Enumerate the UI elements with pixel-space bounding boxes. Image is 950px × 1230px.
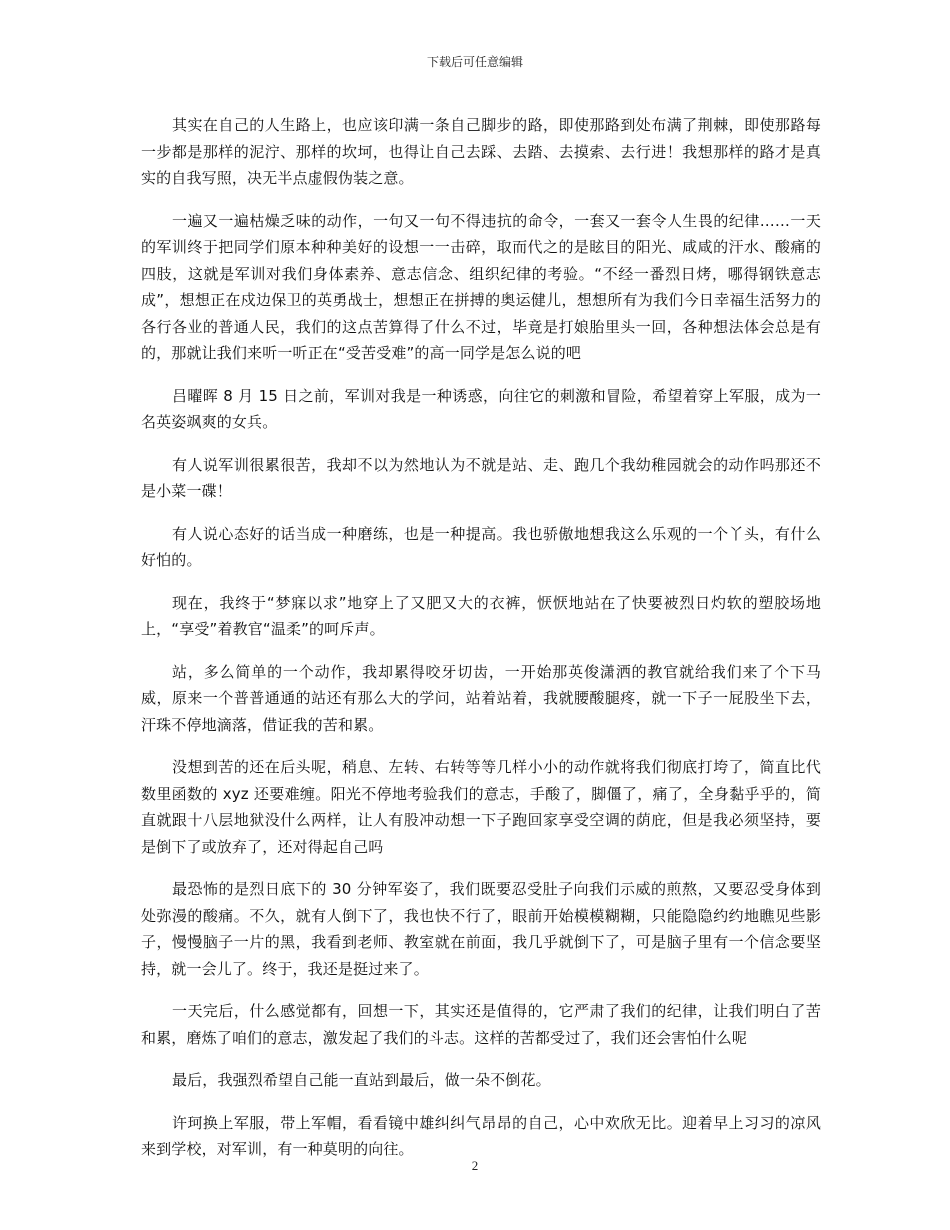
paragraph-12: 许珂换上军服，带上军帽，看看镜中雄纠纠气昂昂的自己，心中欢欣无比。迎着早上习习的凉风来到学校，对军训，有一种莫明的向往。 bbox=[141, 1113, 821, 1158]
page-header: 下载后可任意编辑 bbox=[426, 55, 523, 69]
paragraph-9: 最恐怖的是烈日底下的 30 分钟军姿了，我们既要忍受肚子向我们示威的煎熬，又要忍受身体到处弥漫的酸痛。不久，就有人倒下了，我也快不行了，眼前开始模模糊糊，只能隐隐约约地瞧见些影子，慢慢脑子一片的黑，我看到老师、教室就在前面，我几乎就倒下了，可是脑子里有一个信念要坚持，就一会儿了。终于，我还是挺过来了。 bbox=[141, 880, 821, 978]
paragraph-7: 站，多么简单的一个动作，我却累得咬牙切齿，一开始那英俊潇洒的教官就给我们来了个下马威，原来一个普普通通的站还有那么大的学问，站着站着，我就腰酸腿疼，就一下子一屁股坐下去，汗珠不停地滴落，借证我的苦和累。 bbox=[141, 662, 821, 734]
paragraph-1: 其实在自己的人生路上，也应该印满一条自己脚步的路，即使那路到处布满了荆棘，即使那路每一步都是那样的泥泞、那样的坎坷，也得让自己去踩、去踏、去摸索、去行进！我想那样的路才是真实的自我写照，决无半点虚假伪装之意。 bbox=[141, 116, 821, 187]
document-body bbox=[141, 112, 821, 1179]
paragraph-2: 一遍又一遍枯燥乏味的动作，一句又一句不得违抗的命令，一套又一套令人生畏的纪律……一天的军训终于把同学们原本种种美好的设想一一击碎，取而代之的是眩目的阳光、咸咸的汗水、酸痛的四肢，这就是军训对我们身体素养、意志信念、组织纪律的考验。“不经一番烈日烤，哪得钢铁意志成”，想想正在戍边保卫的英勇战士，想想正在拼搏的奥运健儿，想想所有为我们今日幸福生活努力的各行各业的普通人民，我们的这点苦算得了什么不过，毕竟是打娘胎里头一回，各种想法体会总是有的，那就让我们来听一听正在“受苦受难”的高一同学是怎么说的吧 bbox=[141, 211, 821, 362]
paragraph-8: 没想到苦的还在后头呢，稍息、左转、右转等等几样小小的动作就将我们彻底打垮了，简直比代数里函数的 xyz 还要难缠。阳光不停地考验我们的意志，手酸了，脚僵了，痛了，全身黏乎乎的，简直就跟十八层地狱没什么两样，让人有股冲动想一下子跑回家享受空调的荫庇，但是我必须坚持，要是倒下了或放弃了，还对得起自己吗 bbox=[141, 758, 821, 856]
paragraph-10: 一天完后，什么感觉都有，回想一下，其实还是值得的，它严肃了我们的纪律，让我们明白了苦和累，磨炼了咱们的意志，激发起了我们的斗志。这样的苦都受过了，我们还会害怕什么呢 bbox=[141, 1002, 821, 1047]
page-number: 2 bbox=[471, 1158, 479, 1173]
paragraph-4: 有人说军训很累很苦，我却不以为然地认为不就是站、走、跑几个我幼稚园就会的动作吗那还不是小菜一碟！ bbox=[141, 455, 821, 500]
paragraph-3: 吕曜晖 8 月 15 日之前，军训对我是一种诱惑，向往它的刺激和冒险，希望着穿上军服，成为一名英姿飒爽的女兵。 bbox=[141, 386, 821, 431]
paragraph-6: 现在，我终于“梦寐以求”地穿上了又肥又大的衣裤，恹恹地站在了快要被烈日灼软的塑胶场地上，“享受”着教官“温柔”的呵斥声。 bbox=[141, 593, 821, 638]
paragraph-11: 最后，我强烈希望自己能一直站到最后，做一朵不倒花。 bbox=[172, 1071, 551, 1089]
paragraph-5: 有人说心态好的话当成一种磨练，也是一种提高。我也骄傲地想我这么乐观的一个丫头，有什么好怕的。 bbox=[141, 524, 821, 569]
